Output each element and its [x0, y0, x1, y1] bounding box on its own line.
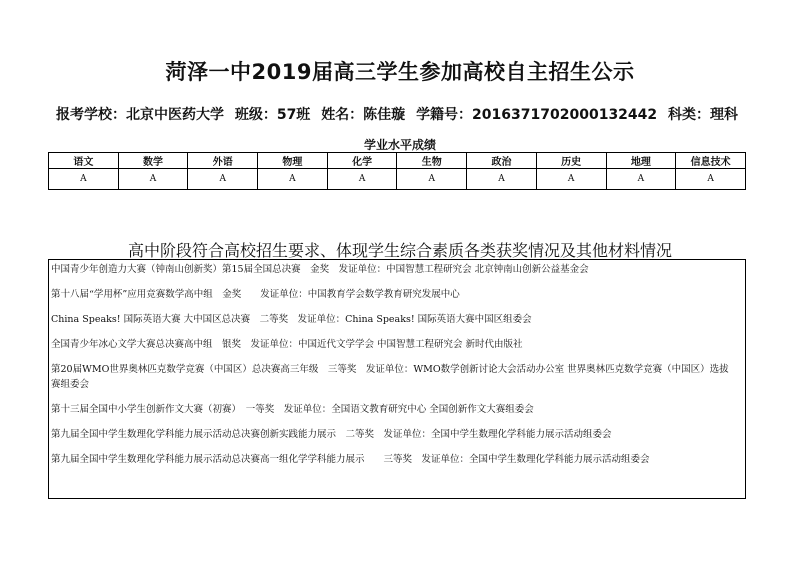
award-item: 第九届全国中学生数理化学科能力展示活动总决赛高一组化学学科能力展示 三等奖 发证单位：全国中学生数理化学科能力展示活动组委会 [51, 454, 650, 465]
subject-header: 物理 [258, 153, 328, 169]
grades-table [48, 152, 746, 190]
award-item: 第十三届全国中小学生创新作文大赛（初赛） 一等奖 发证单位：全国语文教育研究中心 全国创新作文大赛组委会 [51, 404, 534, 415]
grade-cell: A [397, 169, 467, 190]
subject-header: 化学 [327, 153, 397, 169]
grade-cell: A [536, 169, 606, 190]
award-item: 第十八届“学用杯”应用竞赛数学高中组 金奖 发证单位：中国教育学会数学教育研究发展中心 [51, 289, 460, 300]
award-item: 中国青少年创造力大赛（钟南山创新奖）第15届全国总决赛 金奖 发证单位：中国智慧工程研究会 北京钟南山创新公益基金会 [51, 264, 589, 275]
grade-cell: A [258, 169, 328, 190]
student-id-field: 学籍号：201637170200013244​2 [416, 107, 658, 123]
grade-cell: A [118, 169, 188, 190]
grade-cell: A [327, 169, 397, 190]
subject-header: 外语 [188, 153, 258, 169]
award-item: 第20届WMO世界奥林匹克数学竞赛（中国区）总决赛高三年级 三等奖 发证单位：WMO数学创新讨论大会活动办公室 世界奥林匹克数学竞赛（中国区）选拔赛组委会 [51, 364, 729, 390]
grade-cell: A [188, 169, 258, 190]
award-item: China Speaks! 国际英语大赛 大中国区总决赛 二等奖 发证单位：China Speaks! 国际英语大赛中国区组委会 [51, 314, 532, 325]
subject-header: 政治 [467, 153, 537, 169]
awards-section-title: 高中阶段符合高校招生要求、体现学生综合素质各类获奖情况及其他材料情况 [127, 241, 672, 260]
school-field: 报考学校：北京中医药大学 [55, 107, 224, 123]
subject-header: 语文 [49, 153, 119, 169]
grade-cell: A [676, 169, 746, 190]
subject-header: 地理 [606, 153, 676, 169]
subject-header: 生物 [397, 153, 467, 169]
class-field: 班级：57班 [234, 107, 311, 123]
awards-box [48, 259, 746, 499]
category-field: 科类：理科 [668, 107, 739, 123]
award-item: 第九届全国中学生数理化学科能力展示活动总决赛创新实践能力展示 二等奖 发证单位：全国中学生数理化学科能力展示活动组委会 [51, 429, 612, 440]
subject-header: 信息技术 [676, 153, 746, 169]
grades-value-row [49, 169, 746, 190]
grade-cell: A [606, 169, 676, 190]
name-field: 姓名：陈佳璇 [321, 107, 406, 123]
grade-cell: A [49, 169, 119, 190]
student-info-line [0, 104, 800, 124]
award-item: 全国青少年冰心文学大赛总决赛高中组 银奖 发证单位：中国近代文学学会 中国智慧工程研究会 新时代由版社 [51, 339, 523, 350]
grades-section-title: 学业水平成绩 [363, 138, 436, 152]
subject-header: 历史 [536, 153, 606, 169]
grade-cell: A [467, 169, 537, 190]
page-title: 菏泽一中2019届高三学生参加高校自主招生公示 [165, 60, 635, 84]
subject-header: 数学 [118, 153, 188, 169]
grades-header-row [49, 153, 746, 169]
